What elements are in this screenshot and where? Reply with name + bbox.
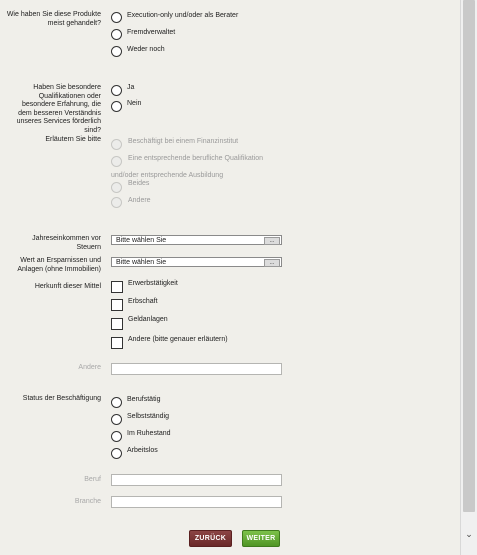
- q1-radio-2[interactable]: [111, 29, 122, 40]
- income-dropdown-button[interactable]: ...: [264, 237, 280, 245]
- employment-option-3: Im Ruhestand: [127, 430, 171, 437]
- savings-label: Wert an Ersparnissen und Anlagen (ohne Immobilien): [17, 257, 101, 273]
- job-label: Beruf: [84, 476, 101, 483]
- q2-radio-ja[interactable]: [111, 85, 122, 96]
- origin-option-3: Geldanlagen: [128, 316, 168, 323]
- scroll-down-icon[interactable]: ⌄: [465, 529, 473, 539]
- next-button[interactable]: WEITER: [242, 530, 280, 547]
- q1-option-1: Execution-only und/oder als Berater: [127, 12, 239, 19]
- q1-label: Wie haben Sie diese Produkte meist gehandelt?: [6, 11, 101, 27]
- employment-radio-1[interactable]: [111, 397, 122, 408]
- savings-dropdown-button[interactable]: ...: [264, 259, 280, 267]
- q1-radio-1[interactable]: [111, 12, 122, 23]
- employment-option-1: Berufstätig: [127, 396, 161, 403]
- q2-radio-nein[interactable]: [111, 101, 122, 112]
- q2-option-ja: Ja: [127, 84, 135, 91]
- industry-input[interactable]: [111, 496, 282, 508]
- q1-option-3: Weder noch: [127, 46, 165, 53]
- origin-checkbox-2[interactable]: [111, 299, 123, 311]
- employment-option-2: Selbstständig: [127, 413, 170, 420]
- origin-option-1: Erwerbstätigkeit: [128, 280, 178, 287]
- q1-radio-3[interactable]: [111, 46, 122, 57]
- income-select-value: Bitte wählen Sie: [116, 237, 167, 244]
- q2-detail-radio-2[interactable]: [111, 156, 122, 167]
- job-input[interactable]: [111, 474, 282, 486]
- employment-radio-4[interactable]: [111, 448, 122, 459]
- q2-option-nein: Nein: [127, 100, 142, 107]
- industry-label: Branche: [74, 498, 101, 505]
- back-button[interactable]: ZURÜCK: [189, 530, 232, 547]
- q2-sublabel: Erläutern Sie bitte: [45, 136, 101, 143]
- employment-radio-2[interactable]: [111, 414, 122, 425]
- other-label: Andere: [78, 364, 101, 371]
- income-select[interactable]: [111, 235, 282, 245]
- other-input[interactable]: [111, 363, 282, 375]
- q2-label: Haben Sie besondere Qualifikationen oder besondere Erfahrung, die dem besseren Verständnis unseres Services förderlich sind?: [16, 84, 101, 134]
- savings-select[interactable]: [111, 257, 282, 267]
- origin-checkbox-3[interactable]: [111, 318, 123, 330]
- q1-option-2: Fremdverwaltet: [127, 29, 176, 36]
- q2-detail-radio-4[interactable]: [111, 197, 122, 208]
- vertical-scrollbar[interactable]: [460, 0, 477, 555]
- origin-checkbox-4[interactable]: [111, 337, 123, 349]
- origin-option-2: Erbschaft: [128, 298, 158, 305]
- employment-radio-3[interactable]: [111, 431, 122, 442]
- q2-detail-radio-1[interactable]: [111, 139, 122, 150]
- income-label: Jahreseinkommen vor Steuern: [32, 235, 101, 251]
- origin-option-4: Andere (bitte genauer erläutern): [128, 336, 228, 343]
- q2-detail-radio-3[interactable]: [111, 182, 122, 193]
- q2-detail-1: Beschäftigt bei einem Finanzinstitut: [128, 138, 239, 145]
- origin-label: Herkunft dieser Mittel: [34, 283, 101, 290]
- q2-detail-4: Andere: [128, 197, 151, 204]
- q2-detail-2-cont: und/oder entsprechende Ausbildung: [111, 172, 224, 179]
- q2-detail-2: Eine entsprechende berufliche Qualifikation: [128, 155, 264, 162]
- origin-checkbox-1[interactable]: [111, 281, 123, 293]
- q2-detail-3: Beides: [128, 180, 150, 187]
- employment-label: Status der Beschäftigung: [22, 395, 101, 402]
- savings-select-value: Bitte wählen Sie: [116, 259, 167, 266]
- scrollbar-thumb[interactable]: [463, 0, 475, 512]
- employment-option-4: Arbeitslos: [127, 447, 158, 454]
